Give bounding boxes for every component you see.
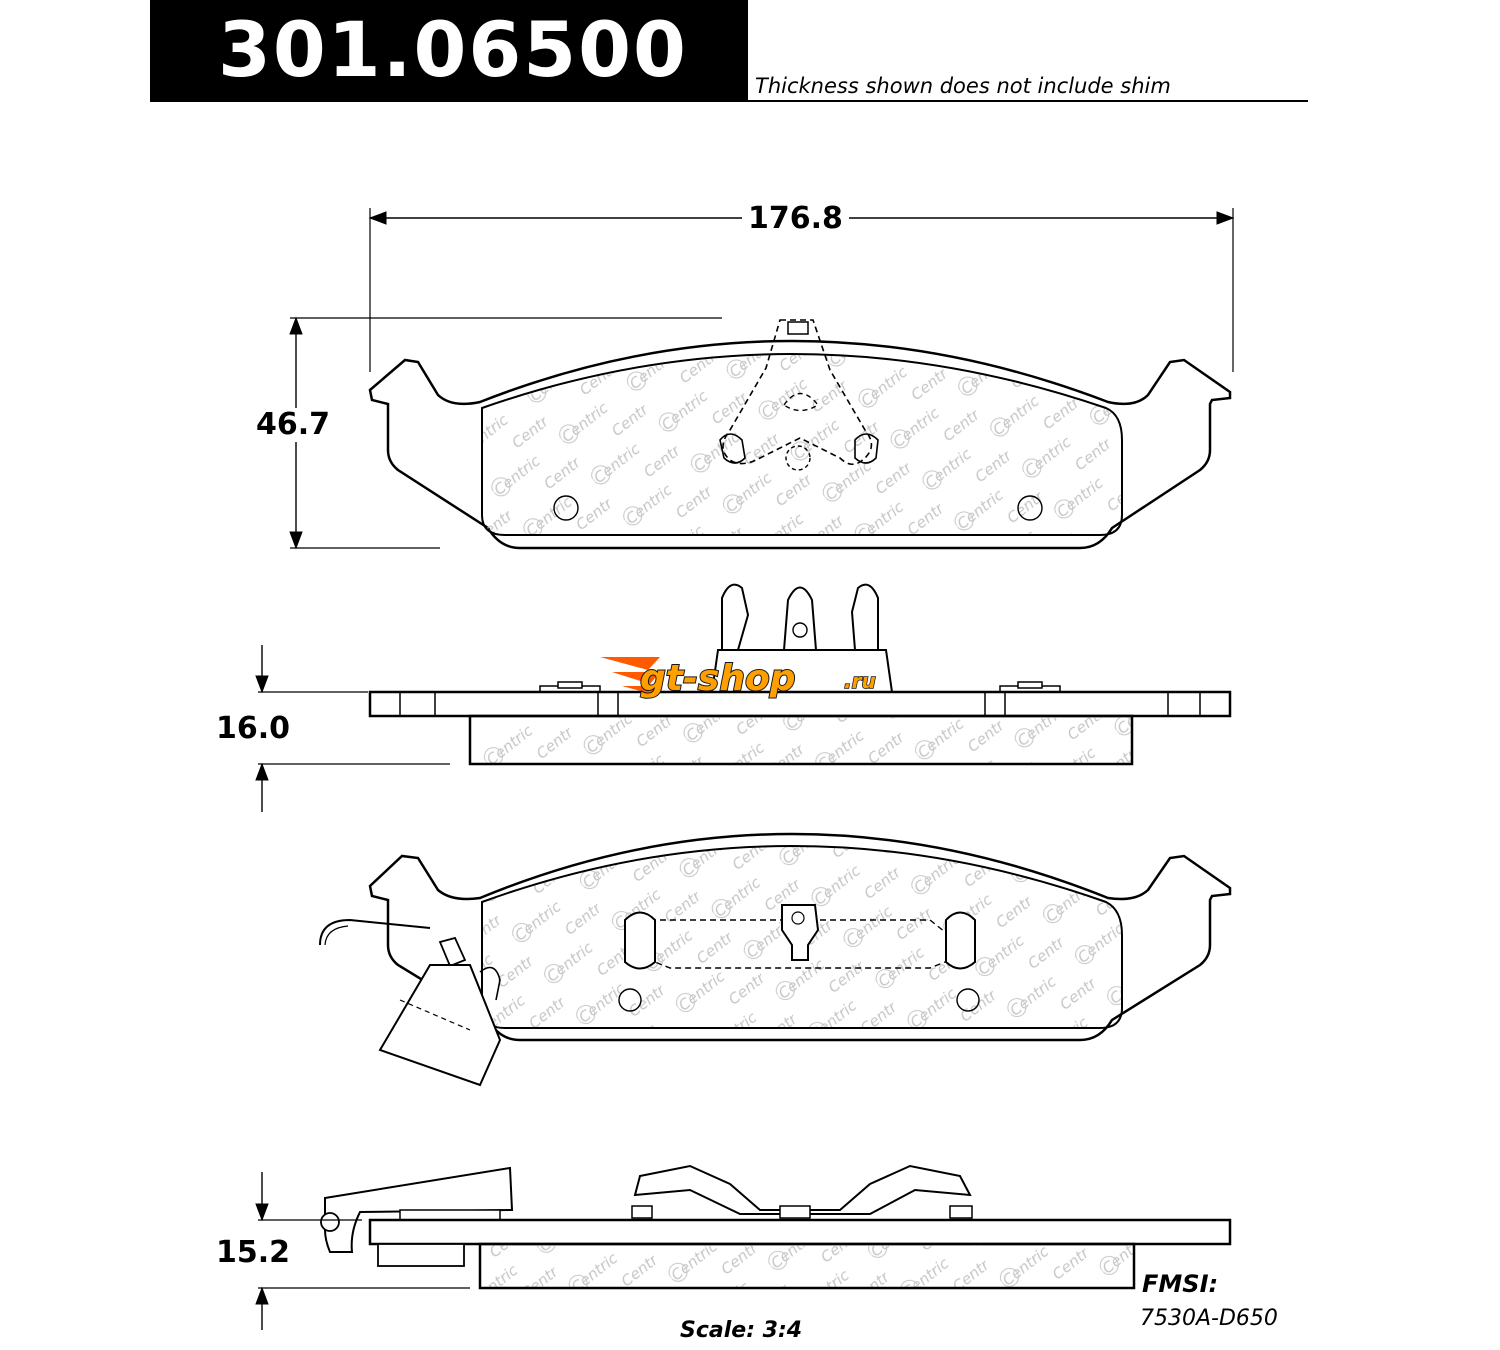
thickness-top-label: 16.0 bbox=[210, 712, 296, 746]
fmsi-code: 7530A-D650 bbox=[1140, 1306, 1278, 1331]
pad-back-view bbox=[320, 834, 1230, 1085]
logo-suffix: .ru bbox=[844, 669, 876, 693]
width-label: 176.8 bbox=[742, 202, 849, 236]
pad-side-view bbox=[321, 1166, 1230, 1288]
pad-top-view bbox=[370, 585, 1230, 764]
scale-label: Scale: 3:4 bbox=[680, 1318, 803, 1343]
thickness-bottom-label: 15.2 bbox=[210, 1236, 296, 1270]
height-label: 46.7 bbox=[250, 408, 336, 442]
part-number: 301.06500 bbox=[218, 5, 688, 94]
thickness-note: Thickness shown does not include shim bbox=[755, 74, 1171, 98]
fmsi-label: FMSI: bbox=[1142, 1270, 1219, 1298]
pad-front-view bbox=[370, 320, 1230, 548]
logo-text: gt-shop bbox=[640, 658, 796, 699]
